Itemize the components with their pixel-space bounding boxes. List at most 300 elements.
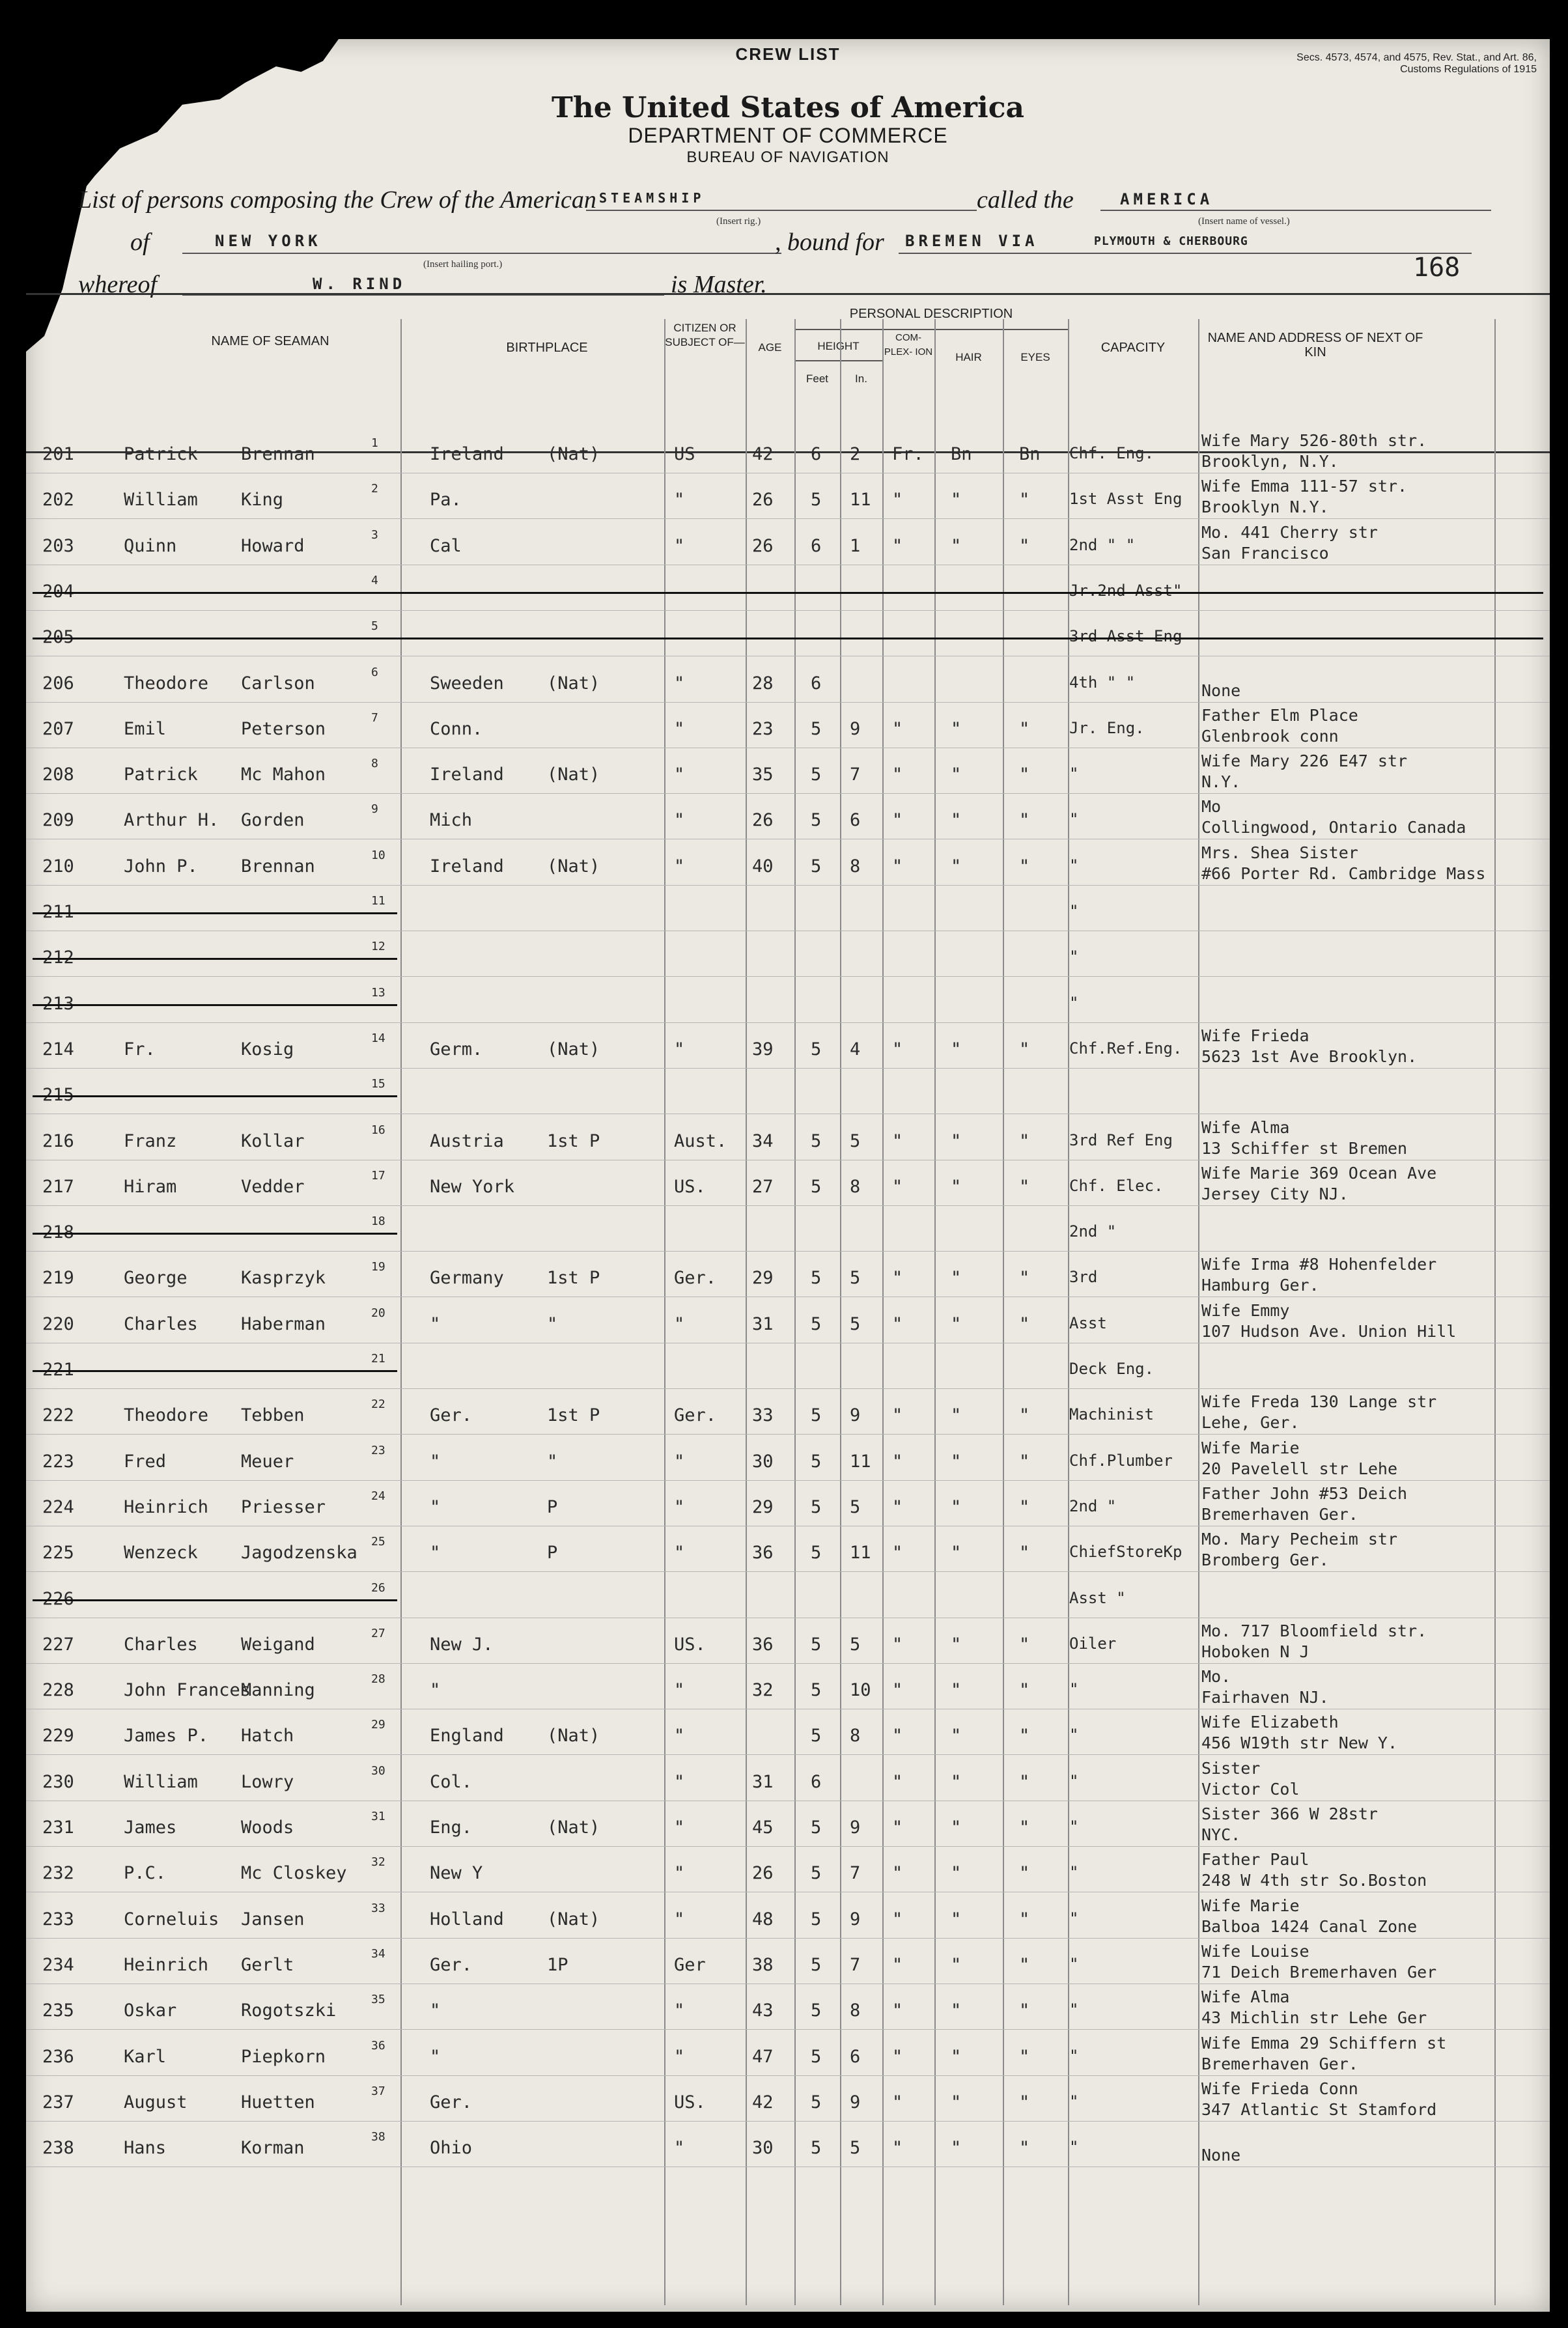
height-inches: 6 [850, 2046, 861, 2067]
age: 26 [752, 1863, 774, 1884]
kin-name: Mo. 717 Bloomfield str. [1201, 1621, 1427, 1640]
seaman-first-name: P.C. [124, 1863, 167, 1884]
height-inches: 9 [850, 718, 861, 739]
row-number: 227 [42, 1634, 74, 1655]
capacity: " [1069, 2000, 1079, 2019]
height-feet: 5 [811, 1039, 822, 1059]
seaman-first-name: Theodore [124, 673, 209, 694]
sequence-number: 11 [371, 894, 385, 908]
height-inches: 5 [850, 1634, 861, 1655]
seaman-first-name: James [124, 1817, 177, 1838]
height-feet: 5 [811, 856, 822, 877]
citizenship: " [674, 1909, 685, 1929]
citizenship: " [674, 1771, 685, 1792]
height-feet: 5 [811, 810, 822, 831]
table-row [26, 1162, 1550, 1207]
seaman-first-name: Patrick [124, 764, 198, 785]
kin-address: 456 W19th str New Y. [1201, 1733, 1398, 1753]
birthplace: Sweeden [430, 673, 504, 694]
sequence-number: 4 [371, 573, 378, 587]
birthplace: " [430, 1313, 441, 1334]
kin-address: 248 W 4th str So.Boston [1201, 1871, 1427, 1890]
hair: " [951, 1176, 962, 1197]
hair: Bn [951, 444, 972, 464]
seaman-last-name: Brennan [241, 444, 315, 464]
sequence-number: 13 [371, 985, 385, 1000]
row-rule [26, 1205, 1550, 1206]
row-number: 204 [42, 581, 74, 602]
rig-line [586, 210, 977, 211]
row-rule [26, 1068, 1550, 1069]
seaman-last-name: Huetten [241, 2092, 315, 2112]
row-number: 230 [42, 1771, 74, 1792]
table-row [26, 613, 1550, 657]
complexion: " [892, 1771, 903, 1792]
row-number: 234 [42, 1954, 74, 1975]
height-inches: 7 [850, 1863, 861, 1884]
height-inches: 9 [850, 1909, 861, 1929]
sequence-number: 20 [371, 1306, 385, 1320]
kin-address: Bromberg Ger. [1201, 1550, 1329, 1570]
complexion: " [892, 1176, 903, 1197]
table-row [26, 2124, 1550, 2168]
kin-name: Mo. Mary Pecheim str [1201, 1530, 1398, 1549]
capacity: " [1069, 1863, 1079, 1882]
row-number: 232 [42, 1863, 74, 1884]
row-number: 229 [42, 1726, 74, 1746]
capacity: 4th " " [1069, 673, 1136, 692]
height-inches: 5 [850, 2138, 861, 2159]
sequence-number: 17 [371, 1168, 385, 1183]
complexion: " [892, 764, 903, 785]
birthplace: Ger. [430, 1405, 473, 1426]
citizenship: " [674, 673, 685, 694]
naturalization: (Nat) [547, 1039, 600, 1059]
table-row [26, 1300, 1550, 1344]
insert-rig-label: (Insert rig.) [716, 216, 761, 227]
kin-name: Sister 366 W 28str [1201, 1804, 1378, 1823]
sequence-number: 21 [371, 1352, 385, 1366]
sequence-number: 36 [371, 2038, 385, 2053]
sequence-number: 18 [371, 1214, 385, 1229]
hair: " [951, 1451, 962, 1472]
seaman-first-name: John Frances [124, 1680, 251, 1701]
capacity: " [1069, 902, 1079, 920]
row-number: 213 [42, 993, 74, 1014]
eyes: " [1019, 2138, 1030, 2159]
naturalization: (Nat) [547, 1909, 600, 1929]
kin-address: None [1201, 2146, 1241, 2165]
capacity: 2nd " " [1069, 535, 1136, 554]
is-master-text: is Master. [671, 271, 767, 298]
capacity: Chf.Plumber [1069, 1451, 1173, 1470]
capacity: 2nd " [1069, 1496, 1117, 1515]
vessel-line [1100, 210, 1491, 211]
destination-line [899, 253, 1472, 254]
citizenship: " [674, 810, 685, 831]
hair: " [951, 1771, 962, 1792]
birthplace: New Y [430, 1863, 483, 1884]
kin-address: 13 Schiffer st Bremen [1201, 1138, 1408, 1158]
destination-via: PLYMOUTH & CHERBOURG [1094, 234, 1248, 248]
citizenship: " [674, 490, 685, 511]
called-the-text: called the [977, 186, 1074, 214]
height-feet: 5 [811, 1543, 822, 1564]
sequence-number: 27 [371, 1626, 385, 1640]
age: 28 [752, 673, 774, 694]
hair: " [951, 764, 962, 785]
capacity: " [1069, 2138, 1079, 2157]
citizenship: " [674, 2046, 685, 2067]
strike-through-line [33, 912, 397, 914]
capacity: Chf. Elec. [1069, 1176, 1164, 1195]
birthplace: " [430, 2000, 441, 2021]
complexion: " [892, 810, 903, 831]
kin-name: Wife Marie 369 Ocean Ave [1201, 1163, 1437, 1183]
citizenship: " [674, 1863, 685, 1884]
height-feet: 5 [811, 2000, 822, 2021]
seaman-last-name: Mc Closkey [241, 1863, 347, 1884]
age: 29 [752, 1496, 774, 1517]
row-rule [26, 885, 1550, 886]
complexion: " [892, 718, 903, 739]
eyes: " [1019, 1176, 1030, 1197]
height-inches: 4 [850, 1039, 861, 1059]
strike-through-line [33, 1233, 397, 1235]
seaman-last-name: Brennan [241, 856, 315, 877]
hair: " [951, 1268, 962, 1289]
height-feet: 6 [811, 673, 822, 694]
row-number: 210 [42, 856, 74, 877]
naturalization: 1P [547, 1954, 568, 1975]
seaman-last-name: Priesser [241, 1496, 326, 1517]
height-inches: 8 [850, 2000, 861, 2021]
sequence-number: 34 [371, 1946, 385, 1961]
table-row [26, 1025, 1550, 1069]
birthplace: Ireland [430, 764, 504, 785]
hair: " [951, 1313, 962, 1334]
sequence-number: 3 [371, 527, 378, 542]
eyes: " [1019, 718, 1030, 739]
of-text: of [130, 229, 150, 256]
table-row [26, 979, 1550, 1024]
height-inches: 1 [850, 535, 861, 556]
capacity: Oiler [1069, 1634, 1117, 1653]
complexion: " [892, 1863, 903, 1884]
height-feet: 5 [811, 1405, 822, 1426]
row-number: 209 [42, 810, 74, 831]
complexion: " [892, 1909, 903, 1929]
seaman-last-name: Woods [241, 1817, 294, 1838]
hailing-port: NEW YORK [215, 232, 322, 250]
birthplace: Cal [430, 535, 462, 556]
eyes: " [1019, 1130, 1030, 1151]
capacity: " [1069, 1726, 1079, 1745]
sequence-number: 23 [371, 1443, 385, 1457]
age: 43 [752, 2000, 774, 2021]
citizenship: " [674, 535, 685, 556]
height-inches: 9 [850, 2092, 861, 2112]
capacity: Asst [1069, 1313, 1107, 1332]
strike-through-line [33, 1370, 397, 1372]
birthplace: New J. [430, 1634, 494, 1655]
row-rule [26, 518, 1550, 519]
age: 23 [752, 718, 774, 739]
complexion: " [892, 2092, 903, 2112]
row-rule [26, 1480, 1550, 1481]
eyes: " [1019, 2000, 1030, 2021]
capacity: 2nd " [1069, 1222, 1117, 1241]
seaman-last-name: Mc Mahon [241, 764, 326, 785]
kin-name: Father Elm Place [1201, 705, 1358, 725]
eyes: " [1019, 1496, 1030, 1517]
eyes: " [1019, 2092, 1030, 2112]
age: 26 [752, 490, 774, 511]
height-feet: 5 [811, 1496, 822, 1517]
row-number: 237 [42, 2092, 74, 2112]
capacity: Chf.Ref.Eng. [1069, 1039, 1183, 1058]
table-row [26, 1986, 1550, 2030]
table-row [26, 933, 1550, 977]
height-inches: 5 [850, 1313, 861, 1334]
kin-name: Mrs. Shea Sister [1201, 843, 1358, 862]
citizenship: Ger [674, 1954, 706, 1975]
strike-through-line [33, 958, 397, 960]
header-feet: Feet [805, 372, 829, 385]
capacity: " [1069, 1909, 1079, 1928]
sequence-number: 33 [371, 1901, 385, 1915]
eyes: " [1019, 1405, 1030, 1426]
table-row [26, 1345, 1550, 1390]
height-inches: 9 [850, 1817, 861, 1838]
complexion: " [892, 2000, 903, 2021]
age: 42 [752, 444, 774, 464]
kin-name: Wife Emma 111-57 str. [1201, 477, 1408, 496]
complexion: " [892, 1817, 903, 1838]
complexion: " [892, 1268, 903, 1289]
capacity: " [1069, 1771, 1079, 1790]
kin-address: 5623 1st Ave Brooklyn. [1201, 1046, 1418, 1066]
hair: " [951, 1909, 962, 1929]
hair: " [951, 1405, 962, 1426]
sections-note: Secs. 4573, 4574, and 4575, Rev. Stat., and Art. 86, Customs Regulations of 1915 [1296, 52, 1537, 75]
height-feet: 5 [811, 1634, 822, 1655]
complexion: " [892, 1680, 903, 1701]
kin-name: Mo [1201, 797, 1222, 817]
naturalization: (Nat) [547, 856, 600, 877]
age: 38 [752, 1954, 774, 1975]
table-row [26, 475, 1550, 520]
height-feet: 5 [811, 718, 822, 739]
sequence-number: 7 [371, 710, 378, 725]
naturalization: (Nat) [547, 764, 600, 785]
eyes: " [1019, 856, 1030, 877]
citizenship: " [674, 1680, 685, 1701]
height-feet: 5 [811, 490, 822, 511]
row-rule [26, 1434, 1550, 1435]
seaman-last-name: Gorden [241, 810, 305, 831]
hair: " [951, 1954, 962, 1975]
seaman-last-name: Weigand [241, 1634, 315, 1655]
height-feet: 5 [811, 1268, 822, 1289]
seaman-last-name: Korman [241, 2138, 305, 2159]
eyes: " [1019, 1680, 1030, 1701]
table-row [26, 1117, 1550, 1161]
hair: " [951, 1680, 962, 1701]
eyes: " [1019, 1771, 1030, 1792]
kin-name: Wife Marie [1201, 1896, 1300, 1915]
row-number: 224 [42, 1496, 74, 1517]
kin-address: Hamburg Ger. [1201, 1276, 1319, 1295]
complexion: " [892, 1726, 903, 1746]
citizenship: US. [674, 1176, 706, 1197]
row-number: 219 [42, 1268, 74, 1289]
table-row [26, 1071, 1550, 1115]
hair: " [951, 718, 962, 739]
sequence-number: 25 [371, 1535, 385, 1549]
height-feet: 5 [811, 2046, 822, 2067]
kin-name: Wife Emmy [1201, 1300, 1290, 1320]
capacity: " [1069, 1680, 1079, 1699]
header-capacity: CAPACITY [1100, 341, 1166, 355]
row-rule [26, 976, 1550, 977]
table-row [26, 1391, 1550, 1435]
kin-address: 71 Deich Bremerhaven Ger [1201, 1962, 1437, 1982]
age: 30 [752, 1451, 774, 1472]
header-personal: PERSONAL DESCRIPTION [849, 307, 1013, 321]
row-number: 223 [42, 1451, 74, 1472]
complexion: " [892, 1313, 903, 1334]
kin-address: Glenbrook conn [1201, 726, 1339, 746]
sequence-number: 22 [371, 1397, 385, 1412]
row-rule [26, 1938, 1550, 1939]
sequence-number: 15 [371, 1077, 385, 1091]
citizenship: " [674, 1817, 685, 1838]
kin-address: NYC. [1201, 1825, 1241, 1844]
kin-name: Wife Emma 29 Schiffern st [1201, 2033, 1447, 2053]
kin-name: Wife Elizabeth [1201, 1713, 1339, 1732]
capacity: " [1069, 1817, 1079, 1836]
table-row [26, 1711, 1550, 1756]
row-number: 205 [42, 627, 74, 648]
age: 36 [752, 1543, 774, 1564]
citizenship: " [674, 2138, 685, 2159]
complexion: " [892, 2046, 903, 2067]
birthplace: Ireland [430, 444, 504, 464]
eyes: " [1019, 1039, 1030, 1059]
eyes: " [1019, 1634, 1030, 1655]
table-row [26, 842, 1550, 886]
eyes: " [1019, 1313, 1030, 1334]
row-number: 211 [42, 902, 74, 922]
capacity: " [1069, 947, 1079, 966]
age: 26 [752, 535, 774, 556]
insert-port-label: (Insert hailing port.) [423, 259, 503, 270]
birthplace: Holland [430, 1909, 504, 1929]
citizenship: " [674, 2000, 685, 2021]
seaman-last-name: Hatch [241, 1726, 294, 1746]
hair: " [951, 1039, 962, 1059]
table-row [26, 2078, 1550, 2122]
table-row [26, 1483, 1550, 1527]
table-row [26, 796, 1550, 840]
citizenship: " [674, 1496, 685, 1517]
hair: " [951, 2138, 962, 2159]
complexion: " [892, 1543, 903, 1564]
header-citizen: CITIZEN OR SUBJECT OF— [665, 322, 745, 348]
header-name: NAME OF SEAMAN [211, 334, 329, 348]
birthplace: " [430, 2046, 441, 2067]
seaman-first-name: George [124, 1268, 188, 1289]
row-rule [26, 1754, 1550, 1755]
birthplace: " [430, 1451, 441, 1472]
height-inches: 9 [850, 1405, 861, 1426]
capacity: " [1069, 993, 1079, 1012]
seaman-first-name: Charles [124, 1313, 198, 1334]
seaman-first-name: Heinrich [124, 1954, 209, 1975]
kin-name: Mo. 441 Cherry str [1201, 522, 1378, 542]
height-feet: 5 [811, 2092, 822, 2112]
naturalization: 1st P [547, 1268, 600, 1289]
age: 31 [752, 1771, 774, 1792]
seaman-last-name: Gerlt [241, 1954, 294, 1975]
eyes: " [1019, 1909, 1030, 1929]
sequence-number: 14 [371, 1031, 385, 1045]
kin-name: Wife Freda 130 Lange str [1201, 1392, 1437, 1412]
eyes: " [1019, 1726, 1030, 1746]
citizenship: Aust. [674, 1130, 727, 1151]
citizenship: " [674, 1726, 685, 1746]
header-kin: NAME AND ADDRESS OF NEXT OF KIN [1207, 331, 1423, 359]
header-hair: HAIR [955, 351, 982, 363]
row-rule [26, 1663, 1550, 1664]
citizenship: Ger. [674, 1405, 717, 1426]
citizenship: " [674, 1451, 685, 1472]
kin-name: Sister [1201, 1758, 1261, 1778]
row-number: 225 [42, 1543, 74, 1564]
height-inches: 8 [850, 856, 861, 877]
row-rule [26, 1571, 1550, 1572]
row-number: 215 [42, 1085, 74, 1106]
kin-address: 107 Hudson Ave. Union Hill [1201, 1321, 1457, 1341]
crew-list-document [26, 39, 1550, 2312]
eyes: Bn [1019, 444, 1041, 464]
height-inches: 2 [850, 444, 861, 464]
kin-address: None [1201, 680, 1241, 700]
vessel-type: STEAMSHIP [599, 190, 705, 206]
birthplace: Eng. [430, 1817, 473, 1838]
age: 42 [752, 2092, 774, 2112]
kin-address: Balboa 1424 Canal Zone [1201, 1916, 1418, 1936]
kin-address: Lehe, Ger. [1201, 1413, 1300, 1433]
age: 40 [752, 856, 774, 877]
height-inches: 5 [850, 1496, 861, 1517]
row-number: 235 [42, 2000, 74, 2021]
eyes: " [1019, 1954, 1030, 1975]
eyes: " [1019, 535, 1030, 556]
row-rule [26, 1251, 1550, 1252]
complexion: " [892, 535, 903, 556]
age: 48 [752, 1909, 774, 1929]
insert-vessel-label: (Insert name of vessel.) [1198, 216, 1290, 227]
seaman-first-name: William [124, 1771, 198, 1792]
eyes: " [1019, 1817, 1030, 1838]
seaman-last-name: Kollar [241, 1130, 305, 1151]
height-feet: 5 [811, 1130, 822, 1151]
sequence-number: 12 [371, 940, 385, 954]
age: 34 [752, 1130, 774, 1151]
naturalization: P [547, 1543, 558, 1564]
